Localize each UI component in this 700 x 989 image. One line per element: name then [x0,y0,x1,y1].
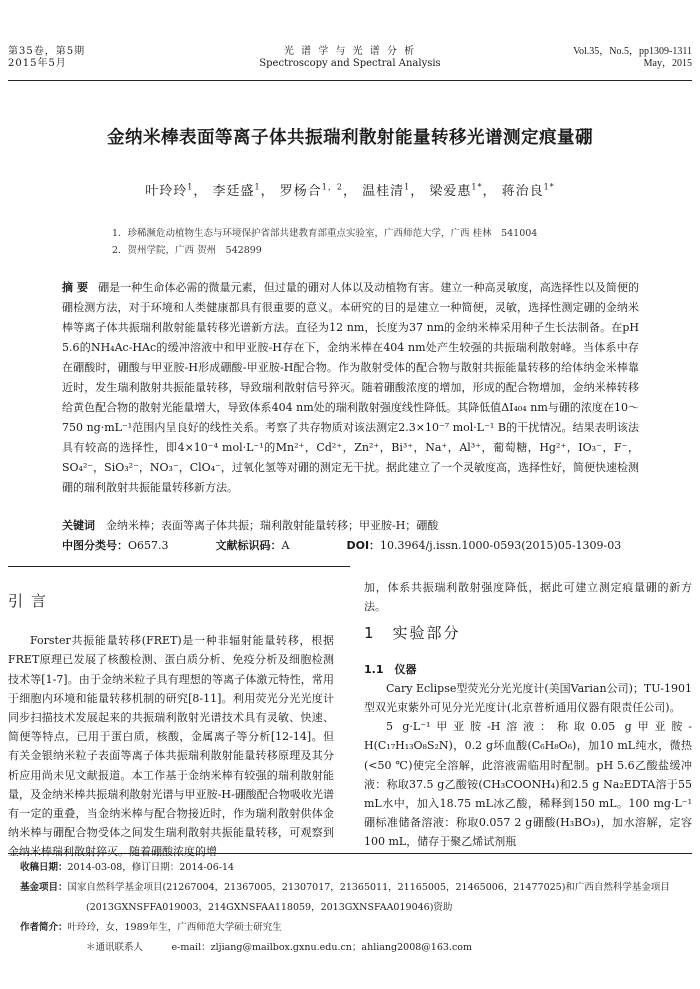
intro-heading: 引言 [8,592,55,610]
date-en: May，2015 [643,58,692,69]
keywords-label: 关键词 [62,519,95,532]
keywords-block [62,516,642,556]
author: 梁爱惠$^{1*}$ [429,182,483,199]
left-column [8,578,334,862]
running-header [8,46,692,74]
author-bio-value: 叶玲玲，女，1989年生，广西师范大学硕士研究生 [67,922,282,933]
affiliations [112,225,537,259]
journal-en: Spectroscopy and Spectral Analysis [259,58,441,69]
header-rule [8,80,692,81]
corresponding-email: e-mail：zljiang@mailbox.gxnu.edu.cn；ahliang2008@163.com [171,942,473,953]
author: 温桂清$^1$ [362,182,411,199]
abstract-text: 硼是一种生命体必需的微量元素，但过量的硼对人体以及动植物有害。建立一种高灵敏度，高选择性以及简便的硼检测方法，对于环境和人类健康都具有很重要的意义。本研究的目的是建立一种简便，灵敏，选择性测定硼的金纳米棒等离子体共振瑞利散射能量转移光谱新方法。直径为12 nm，长度为37 nm的金纳米棒采用种子生长法制备。在pH 5.6的NH₄Ac-HAc的缓冲溶液中和甲亚胺-H存在下，金纳米棒在404 nm处产生较强的共振瑞利散射峰。当体系中存在硼酸时，硼酸与甲亚胺-H形成硼酸-甲亚胺-H配合物。作为散射受体的配合物与散射共振能量转移的给体纳金米棒靠近时，发生瑞利散射共振能量转移，导致瑞利散射信号猝灭。随着硼酸浓度的增加，形成的配合物增加，金纳米棒转移给黄色配合物的散射光能量增大，导致体系404 nm处的瑞利散射强度线性降低。其降低值ΔI₄₀₄ nm与硼的浓度在10～750 ng·mL⁻¹范围内呈良好的线性关系。考察了共存物质对该法测定2.3×10⁻⁷ mol·L⁻¹ B的干扰情况。结果表明该法具有较高的选择性，即4×10⁻⁴ mol·L⁻¹的Mn²⁺，Cd²⁺，Zn²⁺，Bi³⁺，Na⁺，Al³⁺，葡萄糖，Hg²⁺，IO₃⁻，F⁻，SO₄²⁻，SiO₃²⁻，NO₃⁻，ClO₄⁻，过氧化氢等对硼的测定无干扰。据此建立了一个灵敏度高，选择性好，简便快速检测硼的瑞利散射共振能量转移新方法。 [62,281,640,494]
fund-value: 国家自然科学基金项目(21267004，21367005，21307017，21365011，21165005，21465006，21477025)和广西自然科学基金项目 [67,882,670,893]
instruments-paragraph: Cary Eclipse型荧光分光光度计(美国Varian公司)；TU-1901型双光束紫外可见分光光度计(北京普析通用仪器有限责任公司)。 [364,681,692,715]
intro-continuation: 加，体系共振瑞利散射强度降低，据此可建立测定痕量硼的新方法。 [364,581,692,614]
fund-label: 基金项目： [20,882,68,893]
issue-cn: 第35卷，第5期 [8,46,86,57]
subsection-heading: 1.1 仪器 [364,662,417,676]
author: 李廷盛$^1$ [212,182,261,199]
affiliation: 2．贺州学院，广西 贺州 542899 [112,245,262,256]
corresponding-label: ＊通讯联系人 [86,942,144,953]
intro-paragraph: Forster共振能量转移(FRET)是一种非辐射能量转移，根据FRET原理已发展了核酸检测、蛋白质分析、免疫分析及细胞检测技术等[1-7]。由于金纳米粒子具有理想的等离子体激元特性，常用于细胞内环境和能量转移机制的研究[8-11]。利用荧光分光光度计同步扫描技术发展起来的共振瑞利散射光谱技术具有灵敏、快速、简便等特点，已用于蛋白质，核酸，金属离子等分析[12-14]。但有关金银纳米粒子表面等离子体共振瑞利散射能量转移原理及其分析应用尚未见文献报道。本工作基于金纳米棒有较强的瑞利散射能量，及金纳米棒共振瑞利散射光谱与甲亚胺-H-硼酸配合物吸收光谱有一定的重叠，当金纳米棒与配合物接近时，作为瑞利散射供体金纳米棒与硼配合物受体之间发生瑞利散射共振能量转移，可观察到金纳米棒瑞利散射猝灭。随着硼酸浓度的增 [8,634,334,859]
author-list: 叶玲玲$^1$， 李廷盛$^1$， 罗杨合$^{1,2}$， 温桂清$^1$， 梁爱惠$^{1*}$， 蒋治良$^{1*}$ [145,182,555,199]
abstract-label: 摘要 [62,281,93,294]
doc-code-value: A [281,539,290,552]
clc-label: 中图分类号： [62,539,128,552]
paper-title: 金纳米棒表面等离子体共振瑞利散射能量转移光谱测定痕量硼 [107,128,593,148]
volume-info [573,46,692,70]
right-column [364,578,692,852]
date-cn: 2015年5月 [8,58,67,69]
author: 叶玲玲$^1$ [145,182,194,199]
author: 罗杨合$^{1,2}$ [279,182,343,199]
abstract [62,278,639,498]
author-bio-label: 作者简介： [20,922,68,933]
doi-label: DOI： [346,539,381,552]
affiliation: 1．珍稀濒危动植物生态与环境保护省部共建教育部重点实验室，广西师范大学，广西 桂林 541004 [112,228,538,239]
volume-en: Vol.35，No.5，pp1309-1311 [573,46,692,57]
author: 蒋治良$^{1*}$ [501,182,555,199]
received-label: 收稿日期： [20,862,68,873]
received-value: 2014-03-08，修订日期：2014-06-14 [67,862,235,873]
footnote-rule [8,853,692,854]
section-heading: 1 实验部分 [364,624,461,643]
reagents-paragraph: 5 g·L⁻¹甲亚胺-H溶液：称取0.05 g甲亚胺-H(C₁₇H₁₃O₈S₂N)，0.2 g坏血酸(C₆H₈O₆)，加10 mL纯水，微热(<50 ℃)使完全溶解，此溶液需临用时配制。pH 5.6乙酸盐缓冲液：称取37.5 g乙酸铵(CH₃COONH₄)和2.5 g Na₂EDTA溶于55 mL水中，加入18.75 mL冰乙酸，稀释到150 mL。100 mg·L⁻¹硼标准储备溶液：称取0.057 2 g硼酸(H₃BO₃)，加水溶解，定容100 mL，储存于聚乙烯试剂瓶 [364,720,692,849]
footnotes [20,858,690,958]
abstract-rule [8,566,350,567]
journal-cn: 光 谱 学 与 光 谱 分 析 [283,46,417,57]
doi-value: 10.3964/j.issn.1000-0593(2015)05-1309-03 [380,539,622,552]
fund-value-cont: (2013GXNSFFA019003，214GXNSFAA118059，2013GXNSFAA019046)资助 [86,902,453,913]
clc-value: O657.3 [128,539,169,552]
doc-code-label: 文献标识码： [215,539,282,552]
keywords-text: 金纳米棒；表面等离子体共振；瑞利散射能量转移；甲亚胺-H；硼酸 [106,519,439,532]
